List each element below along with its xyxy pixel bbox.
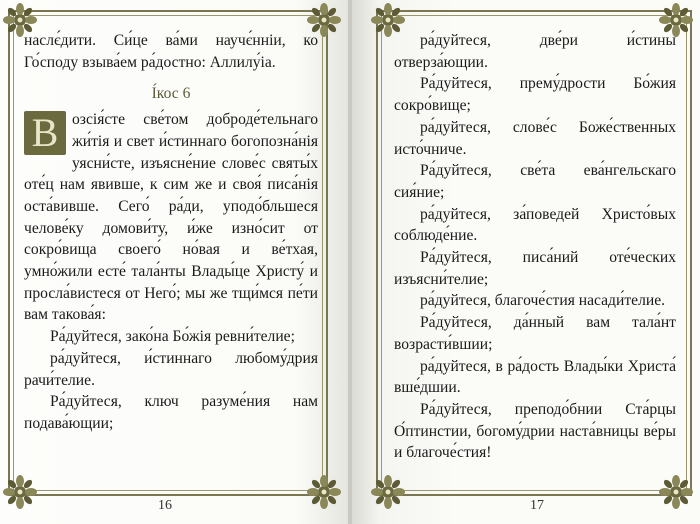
opening-paragraph: наслє́дити. Си́це ва́ми научє́нніи, ко Го́споду взыва́ем ра́достно: Аллилу́іа. xyxy=(24,32,318,71)
ikos-paragraph xyxy=(24,109,318,326)
right-page-text xyxy=(394,30,676,464)
floral-corner-icon xyxy=(656,472,696,512)
verse-line: ра́дуйтеся, слове́с Боже́ственных исто́чниче. xyxy=(394,118,676,158)
floral-corner-icon xyxy=(304,472,344,512)
right-page xyxy=(352,0,700,524)
verse-line: ра́дуйтеся, за́поведей Христо́вых соблюде́ние. xyxy=(394,205,676,245)
floral-corner-icon xyxy=(0,472,40,512)
verse-line: Ра́дуйтеся, ключ разуме́ния нам подава́ющии; xyxy=(24,393,318,432)
verse-line: ра́дуйтеся, и́стиннаго любому́дрия рачи́телие. xyxy=(24,349,318,389)
verse-line: Ра́дуйтеся, прему́дрости Бо́жия сокро́вище; xyxy=(394,75,676,115)
ikos-body: озсія́сте све́том доброде́тельнаго жи́тія и свет и́стиннаго богопозна́нія уясни́сте, изъясне́ние слове́с святы́х оте́ц нам явивше, к сим же и своя́ писа́нія оста́вивше. Сего́ ра́ди, уподо́бльшеся челове́ку домови́ту, и́же изно́сит от сокро́вища своего́ но́вая и ве́тхая, умно́жили есте́ тала́нты Влады́це Христу́ и просла́вистеся от Него́; мы же тщи́мся пе́ти вам такова́я: xyxy=(24,111,318,324)
ikos-heading: І́кос 6 xyxy=(151,85,191,103)
verse-line: ра́дуйтеся, благоче́стия насади́телие. xyxy=(420,292,666,310)
left-page-text xyxy=(24,30,318,435)
verse-line: Ра́дуйтеся, писа́ний оте́ческих изъясни́телие; xyxy=(394,249,676,288)
verse-line: ра́дуйтеся, в ра́дость Влады́ки Христа́ вше́дшии. xyxy=(394,357,676,397)
dropcap-letter: В xyxy=(24,111,66,155)
floral-corner-icon xyxy=(368,472,408,512)
verse-line: ра́дуйтеся, две́ри и́стины отверза́ющии. xyxy=(394,32,676,71)
verse-line: Ра́дуйтеся, да́нный вам тала́нт возрасти́вшии; xyxy=(394,314,676,353)
left-page xyxy=(0,0,348,524)
verse-line: Ра́дуйтеся, преподо́бнии Ста́рцы О́птинстии, богому́дрии наста́вницы ве́ры и благоче́стия! xyxy=(394,400,676,462)
verse-line: Ра́дуйтеся, зако́на Бо́жія ревни́телие; xyxy=(50,328,295,346)
page-number: 16 xyxy=(158,498,172,513)
page-number: 17 xyxy=(530,498,544,513)
verse-line: Ра́дуйтеся, све́та ева́нгельскаго сия́ние; xyxy=(394,162,676,201)
